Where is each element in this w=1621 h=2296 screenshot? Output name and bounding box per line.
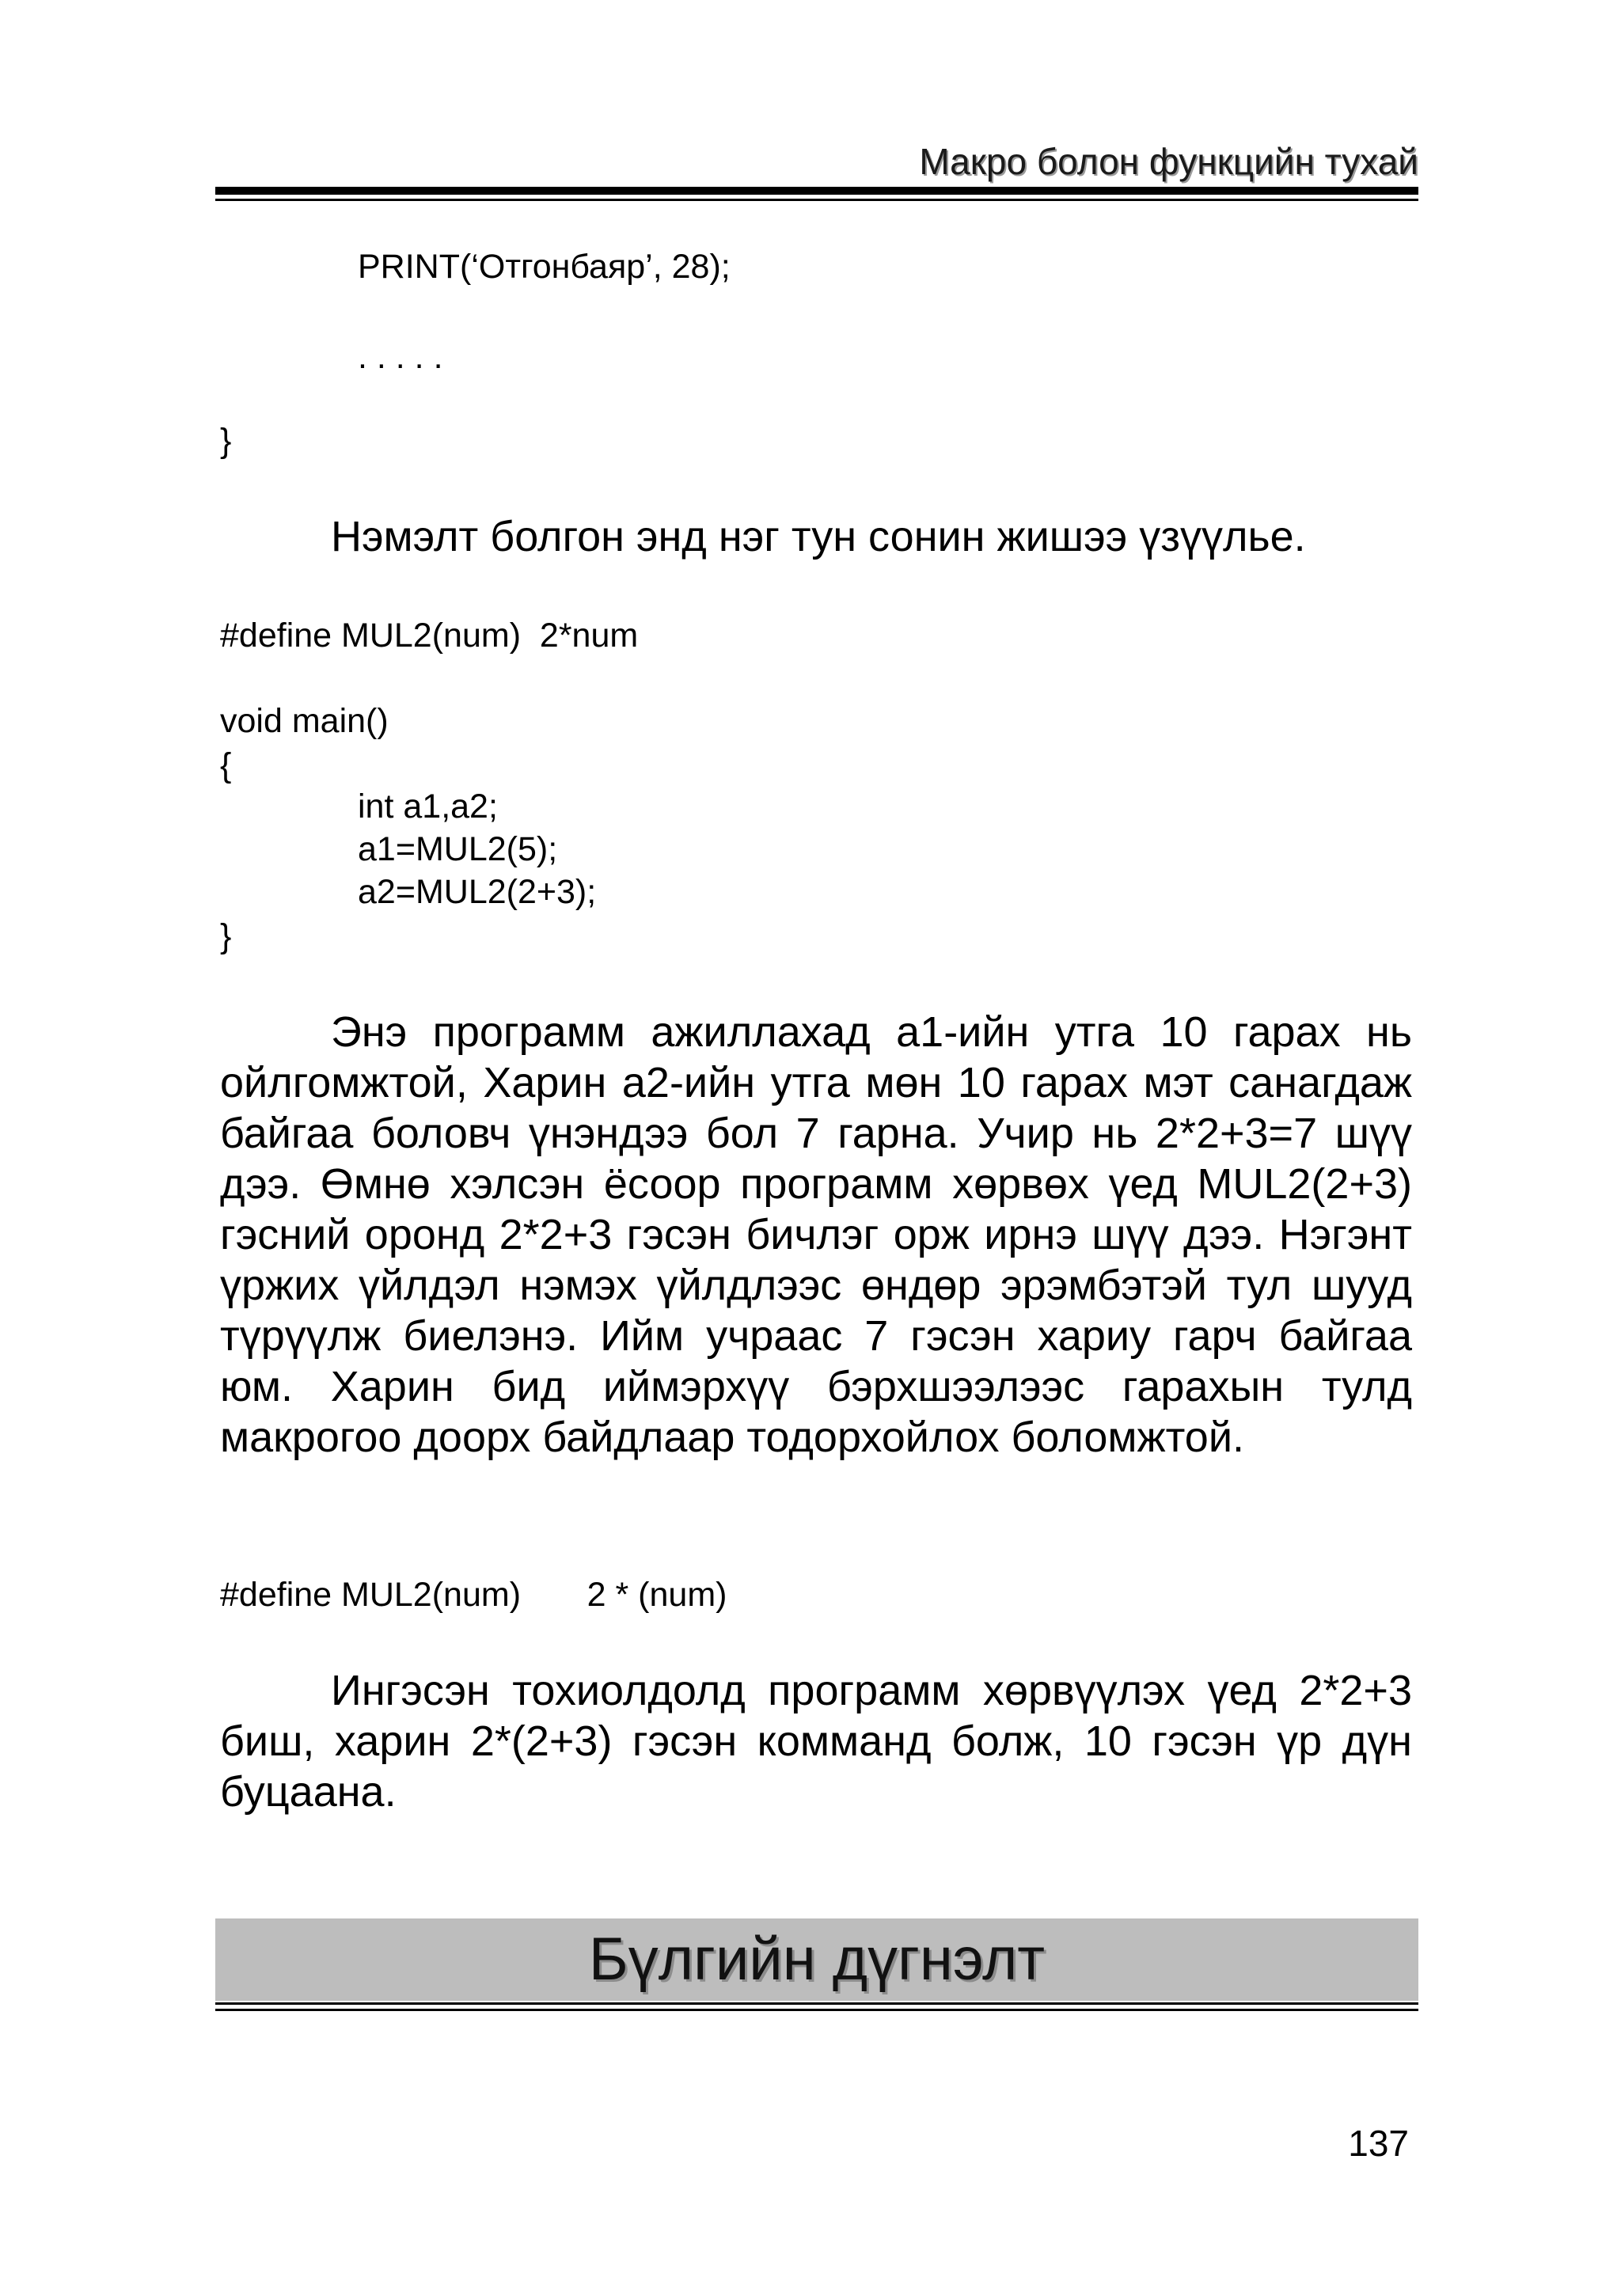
code-line: #define MUL2(num) 2*num <box>220 617 639 655</box>
code-line: a2=MUL2(2+3); <box>358 873 597 911</box>
section-rule <box>215 2002 1418 2005</box>
code-line: . . . . . <box>358 338 443 376</box>
body-paragraph: Ингэсэн тохиолдолд программ хөрвүүлэх үед 2*2+3 биш, харин 2*(2+3) гэсэн комманд болж, 10 гэсэн үр дүн буцаана. <box>220 1667 1412 1816</box>
section-rule <box>215 2009 1418 2011</box>
code-line: PRINT(‘Отгонбаяр’, 28); <box>358 248 731 286</box>
code-line: } <box>220 422 232 460</box>
code-line: void main() <box>220 702 389 740</box>
code-line: #define MUL2(num) 2 * (num) <box>220 1576 727 1614</box>
code-line: a1=MUL2(5); <box>358 830 558 868</box>
body-paragraph: Энэ программ ажиллахад a1-ийн утга 10 гарах нь ойлгомжтой, Харин a2-ийн утга мөн 10 гарах мэт санагдаж байгаа боловч үнэндээ бол 7 гарна. Учир нь 2*2+3=7 шүү дээ. Өмнө хэлсэн ёсоор программ хөрвөх үед MUL2(2+3) гэсний оронд 2*2+3 гэсэн бичлэг орж ирнэ шүү дээ. Нэгэнт үржих үйлдэл нэмэх үйлдлээс өндөр эрэмбэтэй тул шууд түрүүлж биелэнэ. Ийм учраас 7 гэсэн хариу гарч байгаа юм. Харин бид иймэрхүү бэрхшээлээс гарахын тулд макрогоо доорх байдлаар тодорхойлох боломжтой. <box>220 1008 1412 1461</box>
header-rule <box>215 187 1418 195</box>
page-number: 137 <box>1348 2123 1409 2164</box>
section-heading: Бүлгийн дүгнэлт <box>588 1926 1046 1993</box>
header-rule-thin <box>215 199 1418 201</box>
code-line: int a1,a2; <box>358 787 498 825</box>
body-paragraph: Нэмэлт болгон энд нэг тун сонин жишээ үзүүлье. <box>331 513 1306 560</box>
code-line: { <box>220 746 232 784</box>
running-header: Макро болон функцийн тухай <box>919 141 1418 182</box>
code-line: } <box>220 917 232 955</box>
